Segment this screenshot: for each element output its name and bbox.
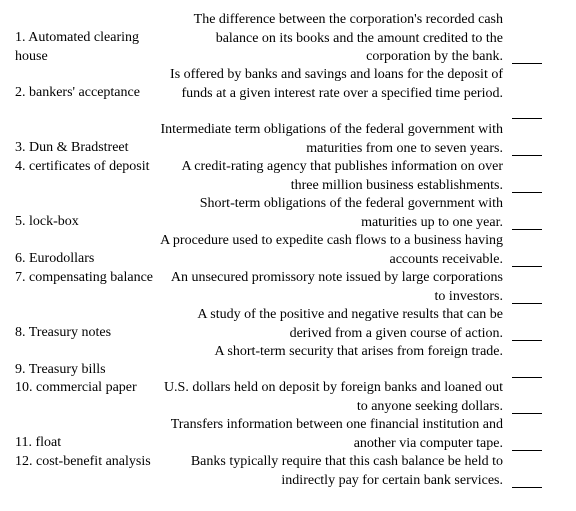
answer-blank[interactable] — [512, 487, 542, 488]
answer-blank[interactable] — [512, 377, 542, 378]
term-item: 11. float — [15, 435, 62, 450]
definition-item: An unsecured promissory note issued by large corporations to investors. — [170, 270, 503, 304]
definition-item: Transfers information between one financial institution and another via computer tape. — [170, 417, 503, 451]
definition-item: A short-term security that arises from foreign trade. — [214, 344, 503, 359]
definition-item: Short-term obligations of the federal government with maturities up to one year. — [199, 196, 503, 230]
answer-blank[interactable] — [512, 340, 542, 341]
definition-item: The difference between the corporation's recorded cash balance on its books and the amount credited to the corporation by the bank. — [193, 12, 503, 65]
answer-blank[interactable] — [512, 192, 542, 193]
definition-item: Banks typically require that this cash balance be held to indirectly pay for certain bank services. — [190, 454, 503, 488]
answer-blank[interactable] — [512, 450, 542, 451]
answer-blank[interactable] — [512, 155, 542, 156]
term-item: 9. Treasury bills — [15, 362, 106, 377]
term-item: 12. cost-benefit analysis — [15, 454, 151, 469]
answer-blank[interactable] — [512, 118, 542, 119]
answer-blank[interactable] — [512, 413, 542, 414]
definition-item: A credit-rating agency that publishes information on over three million business establishments. — [181, 159, 503, 193]
answer-blank[interactable] — [512, 63, 542, 64]
definition-item: A procedure used to expedite cash flows to a business having accounts receivable. — [160, 233, 503, 267]
answer-blank[interactable] — [512, 229, 542, 230]
term-item: 7. compensating balance — [15, 270, 154, 285]
definition-item: U.S. dollars held on deposit by foreign banks and loaned out to anyone seeking dollars. — [163, 380, 503, 414]
term-item: 4. certificates of deposit — [15, 159, 150, 174]
term-item: 2. bankers' acceptance — [15, 85, 140, 100]
definition-item: A study of the positive and negative results that can be derived from a given course of action. — [197, 307, 503, 341]
answer-blank[interactable] — [512, 266, 542, 267]
term-item: 10. commercial paper — [15, 380, 137, 395]
definition-item: Intermediate term obligations of the federal government with maturities from one to seven years. — [160, 122, 503, 156]
answer-blank[interactable] — [512, 303, 542, 304]
term-item: 5. lock-box — [15, 214, 79, 229]
term-item: 6. Eurodollars — [15, 251, 95, 266]
term-item: 3. Dun & Bradstreet — [15, 140, 129, 155]
term-item: 1. Automated clearing house — [15, 30, 140, 64]
term-item: 8. Treasury notes — [15, 325, 112, 340]
definition-item: Is offered by banks and savings and loans for the deposit of funds at a given interest rate over a specified time period. — [170, 67, 503, 101]
